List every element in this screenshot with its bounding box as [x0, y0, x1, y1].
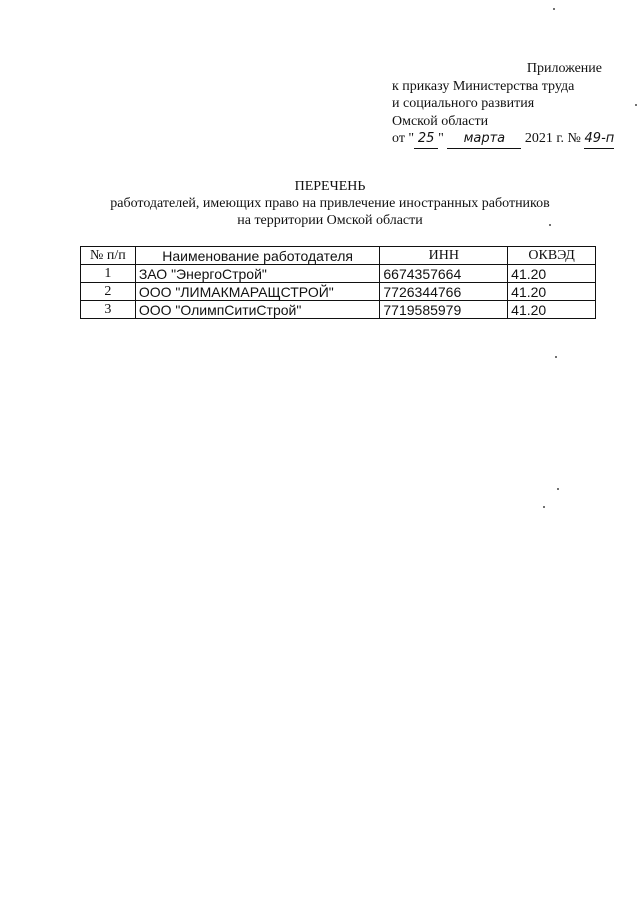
scan-speck	[635, 104, 637, 106]
handwritten-order-number: 49-п	[584, 130, 614, 149]
cell-inn: 6674357664	[380, 265, 508, 283]
cell-employer-name: ООО "ЛИМАКМАРАЩСТРОЙ"	[135, 283, 380, 301]
header-inn: ИНН	[380, 247, 508, 265]
date-prefix: от "	[392, 131, 415, 146]
table-row	[81, 283, 596, 301]
header-employer-name: Наименование работодателя	[135, 247, 380, 265]
cell-employer-name: ЗАО "ЭнергоСтрой"	[135, 265, 380, 283]
cell-number: 1	[81, 265, 136, 283]
cell-number: 3	[81, 301, 136, 319]
scan-speck	[557, 488, 559, 490]
employers-table	[80, 246, 596, 319]
cell-number: 2	[81, 283, 136, 301]
cell-okved: 41.20	[508, 265, 596, 283]
appendix-block	[392, 60, 615, 149]
date-year: 2021 г. №	[524, 131, 581, 146]
cell-employer-name: ООО "ОлимпСитиСтрой"	[135, 301, 380, 319]
scan-speck	[553, 8, 555, 10]
scan-speck	[549, 224, 551, 226]
cell-inn: 7719585979	[380, 301, 508, 319]
handwritten-day: 25	[414, 130, 438, 149]
cell-inn: 7726344766	[380, 283, 508, 301]
cell-okved: 41.20	[508, 301, 596, 319]
table-header-row	[81, 247, 596, 265]
list-title: ПЕРЕЧЕНЬ	[294, 179, 366, 194]
list-subtitle-line-1: работодателей, имеющих право на привлечение иностранных работников	[110, 196, 550, 211]
header-okved: ОКВЭД	[508, 247, 596, 265]
header-number: № п/п	[81, 247, 136, 265]
table-row	[81, 265, 596, 283]
appendix-line-3: Омской области	[392, 113, 489, 129]
table-row	[81, 301, 596, 319]
list-subtitle-line-2: на территории Омской области	[237, 213, 423, 228]
scan-speck	[543, 506, 545, 508]
appendix-label: Приложение	[526, 61, 602, 76]
scan-speck	[555, 356, 557, 358]
appendix-line-1: к приказу Министерства труда	[392, 78, 575, 94]
cell-okved: 41.20	[508, 283, 596, 301]
handwritten-month: марта	[447, 130, 521, 149]
order-date-line	[392, 130, 615, 149]
appendix-line-2: и социального развития	[392, 96, 535, 111]
list-heading	[70, 178, 590, 229]
date-quote-close: "	[438, 131, 444, 146]
